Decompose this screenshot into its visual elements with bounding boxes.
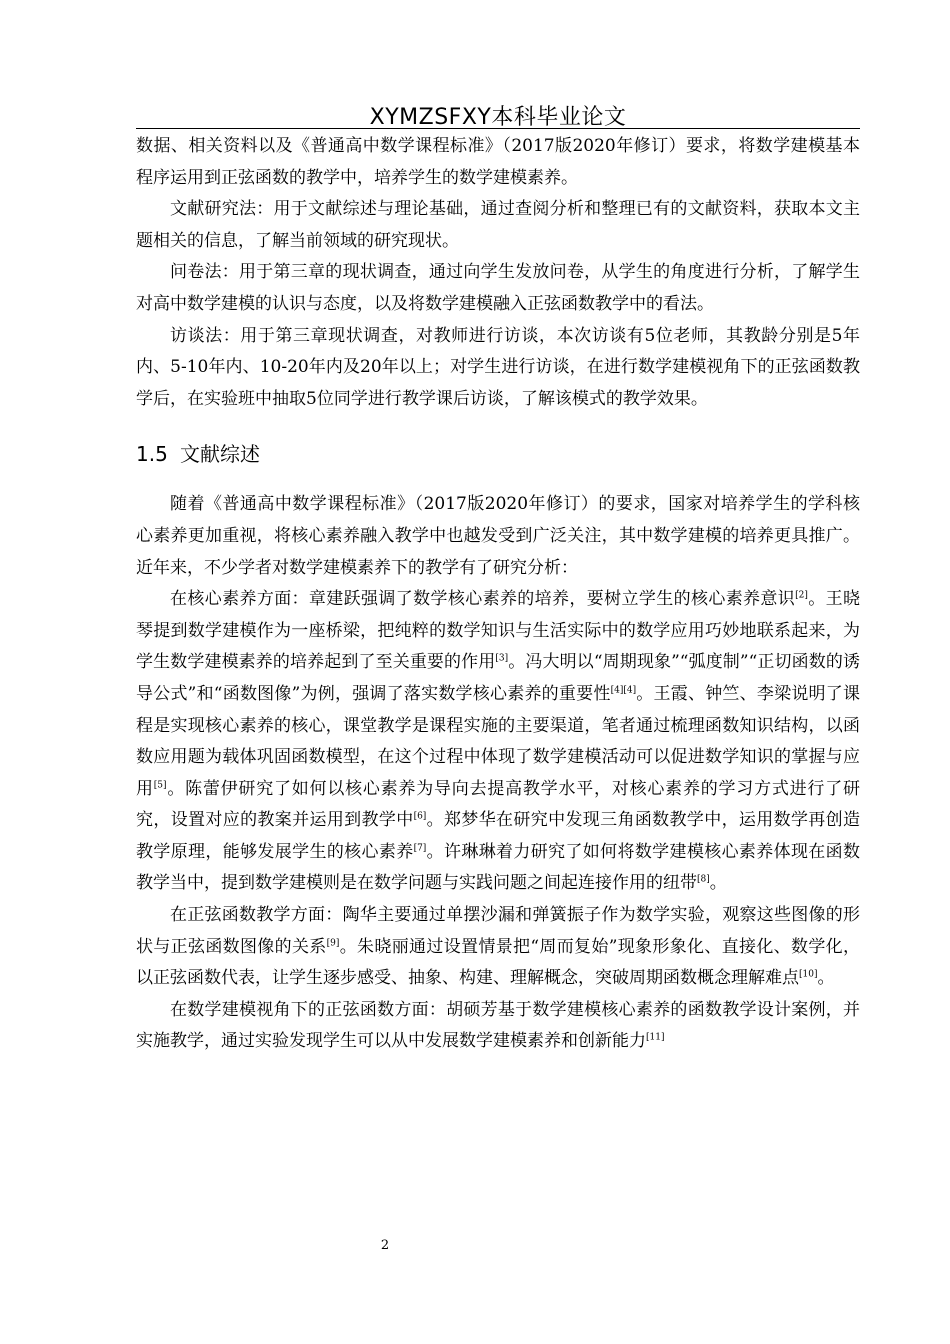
paragraph-text: 在核心素养方面：章建跃强调了数学核心素养的培养，要树立学生的核心素养意识 <box>170 589 796 610</box>
paragraph-text: 。郑梦华在研究中发现三角函数教学中，运用数学再创造教学原理，能够发展学生的核心素养 <box>136 810 861 862</box>
header-rule <box>136 128 860 129</box>
section-heading <box>136 439 860 469</box>
paragraph-text: 。冯大明以“周期现象”“弧度制”“正切函数的诱导公式”和“函数图像”为例，强调了落实数学核心素养的重要性 <box>136 652 860 704</box>
citation-ref: [9] <box>326 938 340 948</box>
paragraph-text: 随着《普通高中数学课程标准》（2017版2020年修订）的要求，国家对培养学生的学科核心素养更加重视，将核心素养融入教学中也越发受到广泛关注，其中数学建模的培养更具推广。近年来，不少学者对数学建模素养下的教学有了研究分析： <box>136 494 860 578</box>
paragraph-literature-method: 文献研究法：用于文献综述与理论基础，通过查阅分析和整理已有的文献资料，获取本文主题相关的信息，了解当前领域的研究现状。 <box>136 199 860 251</box>
paragraph-text: 。 <box>709 873 727 894</box>
paragraph-text: 。王晓琴提到数学建模作为一座桥梁，把纯粹的数学知识与生活实际中的数学应用巧妙地联系起来，为学生数学建模素养的培养起到了至关重要的作用 <box>136 589 861 673</box>
paragraph-text: 。许琳琳着力研究了如何将数学建模核心素养体现在函数教学当中，提到数学建模则是在数学问题与实践问题之间起连接作用的纽带 <box>136 841 861 894</box>
page-number: 2 <box>380 1238 390 1253</box>
paragraph-intro <box>136 489 860 584</box>
paragraph-continuation: 数据、相关资料以及《普通高中数学课程标准》（2017版2020年修订）要求，将数学建模基本程序运用到正弦函数的教学中，培养学生的数学建模素养。 <box>136 136 860 188</box>
paragraph-text: 。陈蕾伊研究了如何以核心素养为导向去提高教学水平，对核心素养的学习方式进行了研究，设置对应的教案并运用到教学中 <box>136 778 860 831</box>
citation-ref: [5] <box>153 780 167 791</box>
citation-ref: [7] <box>413 843 427 854</box>
paragraph-sine-teaching <box>136 900 860 995</box>
citation-ref: [6] <box>413 811 427 822</box>
page-header-title: XYMZSFXY本科毕业论文 <box>369 105 627 130</box>
paragraph-text: 。朱晓丽通过设置情景把“周而复始”现象形象化、直接化、数学化，以正弦函数代表，让学生逐步感受、抽象、构建、理解概念，突破周期函数概念理解难点 <box>136 936 861 989</box>
paragraph-interview-method: 访谈法：用于第三章现状调查，对教师进行访谈，本次访谈有5位老师，其教龄分别是5年内、5-10年内、10-20年内及20年以上；对学生进行访谈，在进行数学建模视角下的正弦函数教学后，在实验班中抽取5位同学进行教学课后访谈，了解该模式的教学效果。 <box>136 325 860 409</box>
paragraph-text: 在正弦函数教学方面：陶华主要通过单摆沙漏和弹簧振子作为数学实验，观察这些图像的形状与正弦函数图像的关系 <box>136 905 860 957</box>
paragraph-text: 在数学建模视角下的正弦函数方面：胡硕芳基于数学建模核心素养的函数教学设计案例，并实施教学，通过实验发现学生可以从中发展数学建模素养和创新能力 <box>136 999 860 1052</box>
citation-ref: [10] <box>799 969 818 980</box>
paragraph-questionnaire-method: 问卷法：用于第三章的现状调查，通过向学生发放问卷，从学生的角度进行分析，了解学生对高中数学建模的认识与态度，以及将数学建模融入正弦函数教学中的看法。 <box>136 262 860 314</box>
citation-ref: [11] <box>646 1032 665 1043</box>
citation-ref: [4][4] <box>610 685 637 696</box>
paragraph-modeling-sine <box>136 995 860 1058</box>
citation-ref: [8] <box>697 874 710 885</box>
paragraph-text: 。 <box>817 968 835 989</box>
paragraph-core-literacy <box>136 584 860 900</box>
section-title: 文献综述 <box>180 442 260 467</box>
citation-ref: [2] <box>795 590 808 601</box>
section-number: 1.5 <box>136 442 168 467</box>
paragraph-text: 。王霞、钟竺、李梁说明了课程是实现核心素养的核心，课堂教学是课程实施的主要渠道，笔者通过梳理函数知识结构，以函数应用题为载体巩固函数模型，在这个过程中体现了数学建模活动可以促进数学知识的掌握与应用 <box>136 683 860 799</box>
citation-ref: [3] <box>495 653 509 664</box>
document-body <box>136 131 860 1058</box>
